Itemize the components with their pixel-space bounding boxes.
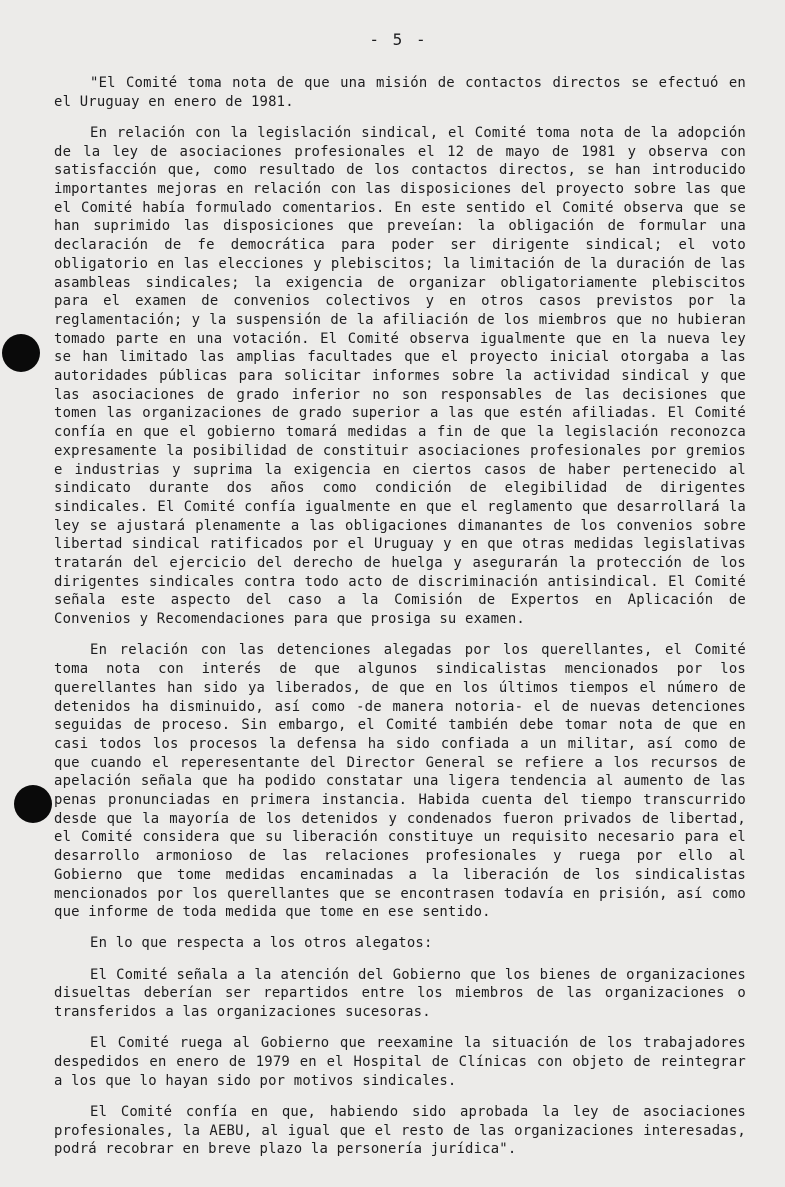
paragraph-detentions: En relación con las detenciones alegadas por los querellantes, el Comité toma nota con interés de que algunos sindicalistas mencionados por los querellantes han sido ya liberados, de que en los últimos tiempos el número de detenidos ha disminuido, así como -de manera notoria- el de nuevas detenciones seguidas de proceso. Sin embargo, el Comité también debe tomar nota de que en casi todos los procesos la defensa ha sido confiada a un militar, así como de que cuando el reperesentante del Director General se refiere a los recursos de apelación señala que ha podido constatar una ligera tendencia al aumento de las penas pronunciadas en primera instancia. Habida cuenta del tiempo transcurrido desde que la mayoría de los detenidos y condenados fueron privados de libertad, el Comité considera que su liberación constituye un requisito necesario para el desarrollo armonioso de las relaciones profesionales y ruega por ello al Gobierno que tome medidas encaminadas a la liberación de los sindicalistas mencionados por los querellantes que se encontrasen todavía en prisión, así como que informe de toda medida que tome en ese sentido.: [54, 642, 746, 921]
paragraph-dismissed-workers: El Comité ruega al Gobierno que reexamine la situación de los trabajadores despedidos en enero de 1979 en el Hospital de Clínicas con objeto de reintegrar a los que lo hayan sido por motivos sindicales.: [54, 1035, 746, 1089]
page-number: - 5 -: [369, 30, 428, 49]
paragraph-other-allegations: En lo que respecta a los otros alegatos:: [90, 935, 433, 952]
paragraph-mission: "El Comité toma nota de que una misión de contactos directos se efectuó en el Uruguay en enero de 1981.: [54, 75, 746, 110]
punch-hole-top: [2, 334, 40, 372]
paragraph-dissolved-organizations: El Comité señala a la atención del Gobierno que los bienes de organizaciones disueltas deberían ser repartidos entre los miembros de las organizaciones o transferidos a las organizaciones sucesoras.: [54, 966, 746, 1021]
punch-hole-bottom: [14, 785, 52, 823]
paragraph-legislation: En relación con la legislación sindical, el Comité toma nota de la adopción de la ley de asociaciones profesionales el 12 de mayo de 1981 y observa con satisfacción que, como resultado de los contactos directos, se han introducido importantes mejoras en relación con las disposiciones del proyecto sobre las que el Comité había formulado comentarios. En este sentido el Comité observa que se han suprimido las disposiciones que preveían: la obligación de formular una declaración de fe democrática para poder ser dirigente sindical; el voto obligatorio en las elecciones y plebiscitos; la limitación de la duración de las asambleas sindicales; la exigencia de organizar obligatoriamente plebiscitos para el examen de convenios colectivos y en otros casos previstos por la reglamentación; y la suspensión de la afiliación de los miembros que no hubieran tomado parte en una votación. El Comité observa igualmente que en la nueva ley se han limitado las amplias facultades que el proyecto inicial otorgaba a las autoridades públicas para solicitar informes sobre la actividad sindical y que las asociaciones de grado inferior no son responsables de las decisiones que tomen las organizaciones de grado superior a las que estén afiliadas. El Comité confía en que el gobierno tomará medidas a fin de que la legislación reconozca expresamente la posibilidad de constituir asociaciones profesionales por gremios e industrias y suprima la exigencia en ciertos casos de haber pertenecido al sindicato durante dos años como condición de elegibilidad de dirigentes sindicales. El Comité confía igualmente en que el reglamento que desarrollará la ley se ajustará plenamente a las obligaciones dimanantes de los convenios sobre libertad sindical ratificados por el Uruguay y en que otras medidas legislativas tratarán del ejercicio del derecho de huelga y asegurarán la protección de los dirigentes sindicales contra todo acto de discriminación antisindical. El Comité señala este aspecto del caso a la Comisión de Expertos en Aplicación de Convenios y Recomendaciones para que prosiga su examen.: [54, 124, 746, 628]
paragraph-aebu: El Comité confía en que, habiendo sido aprobada la ley de asociaciones profesionales, la AEBU, al igual que el resto de las organizaciones interesadas, podrá recobrar en breve plazo la personería jurídica".: [54, 1103, 746, 1158]
document-body: [54, 74, 746, 1171]
